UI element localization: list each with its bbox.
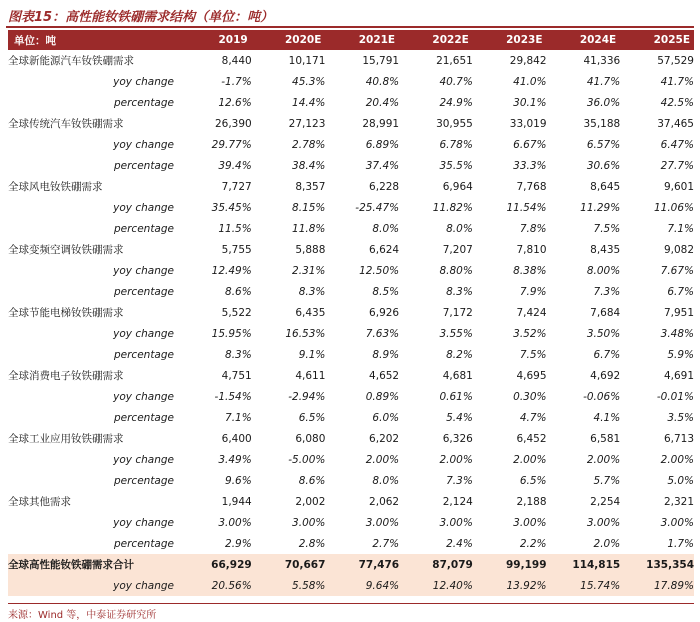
table-cell: 2.00%: [660, 453, 694, 466]
table-row: [8, 155, 694, 176]
table-cell: 6,400: [221, 432, 252, 445]
row-label: 全球传统汽车钕铁硼需求: [8, 118, 124, 130]
row-label: yoy change: [113, 453, 174, 466]
table-cell: 30,955: [436, 117, 473, 130]
table-row: [8, 491, 694, 512]
table-cell: 6.7%: [667, 285, 694, 298]
table-cell: 2,002: [295, 495, 326, 508]
table-row: [8, 512, 694, 533]
table-cell: 35.5%: [439, 159, 473, 172]
row-label: percentage: [113, 474, 174, 487]
table-cell: 2,254: [590, 495, 621, 508]
table-cell: 8.0%: [446, 222, 473, 235]
table-row: [8, 407, 694, 428]
table-cell: 8,435: [590, 243, 621, 256]
table-cell: 0.89%: [365, 390, 400, 403]
table-cell: 87,079: [399, 554, 473, 575]
table-cell: 8.9%: [372, 348, 400, 361]
table-cell: 12.50%: [359, 264, 400, 277]
table-row: [8, 92, 694, 113]
table-cell: 8,357: [295, 180, 326, 193]
table-cell: 8.2%: [446, 348, 473, 361]
table-row: [8, 554, 694, 575]
table-row: [8, 449, 694, 470]
table-cell: 0.61%: [439, 390, 473, 403]
table-cell: 7.3%: [446, 474, 473, 487]
table-cell: 2.0%: [593, 537, 621, 550]
table-row: [8, 113, 694, 134]
table-cell: 77,476: [325, 554, 399, 575]
table-cell: 2,124: [442, 495, 473, 508]
table-row: [8, 134, 694, 155]
table-cell: 11.06%: [653, 201, 694, 214]
table-cell: 3.48%: [660, 327, 694, 340]
table-cell: 6,435: [295, 306, 326, 319]
table-cell: 33.3%: [513, 159, 547, 172]
table-cell: 8,440: [221, 54, 252, 67]
table-cell: 6,624: [369, 243, 400, 256]
table-cell: 8.6%: [298, 474, 326, 487]
table-cell: 6,713: [663, 432, 694, 445]
table-cell: 6,452: [516, 432, 547, 445]
table-cell: 28,991: [362, 117, 400, 130]
table-cell: 5.9%: [667, 348, 694, 361]
row-label: 全球其他需求: [8, 496, 71, 508]
table-cell: 8.00%: [586, 264, 621, 277]
table-cell: 6,964: [442, 180, 473, 193]
row-label: yoy change: [113, 516, 174, 529]
table-cell: 5,522: [221, 306, 252, 319]
table-cell: 7.1%: [225, 411, 252, 424]
table-cell: 2.00%: [439, 453, 473, 466]
table-cell: -1.54%: [214, 390, 252, 403]
source-note: 来源：Wind 等，中泰证券研究所: [8, 610, 157, 621]
table-cell: 11.54%: [506, 201, 547, 214]
table-cell: 42.5%: [660, 96, 694, 109]
table-cell: 13.92%: [473, 575, 547, 596]
table-cell: 39.4%: [218, 159, 252, 172]
table-cell: 3.49%: [218, 453, 252, 466]
table-row: [8, 281, 694, 302]
table-cell: 6.5%: [519, 474, 547, 487]
row-label: yoy change: [113, 75, 174, 88]
table-cell: 37,465: [657, 117, 694, 130]
title-bar: [6, 4, 694, 28]
table-cell: 114,815: [547, 554, 621, 575]
table-row: [8, 323, 694, 344]
table-cell: 3.00%: [292, 516, 326, 529]
year-header: 2022E: [399, 30, 473, 50]
table-cell: 2.7%: [372, 537, 400, 550]
table-cell: 41,336: [583, 54, 621, 67]
table-cell: 5,755: [221, 243, 252, 256]
table-cell: 29,842: [509, 54, 547, 67]
unit-header: 单位：吨: [8, 30, 178, 50]
table-cell: 11.82%: [432, 201, 473, 214]
row-label: 全球消费电子钕铁硼需求: [8, 370, 124, 382]
table-cell: 30.6%: [586, 159, 621, 172]
table-row: [8, 197, 694, 218]
table-cell: 2.9%: [225, 537, 252, 550]
table-cell: 41.7%: [586, 75, 621, 88]
table-cell: 16.53%: [285, 327, 326, 340]
table-cell: 37.4%: [365, 159, 400, 172]
table-cell: 3.00%: [513, 516, 547, 529]
table-row: [8, 428, 694, 449]
table-cell: 4,611: [295, 369, 326, 382]
table-row: [8, 50, 694, 71]
year-header: 2023E: [473, 30, 547, 50]
row-label: yoy change: [113, 264, 174, 277]
table-cell: 6.0%: [372, 411, 400, 424]
row-label: yoy change: [113, 390, 174, 403]
table-cell: 41.0%: [513, 75, 547, 88]
table-cell: 70,667: [252, 554, 326, 575]
table-cell: 15.95%: [211, 327, 252, 340]
table-cell: 7,810: [516, 243, 547, 256]
table-cell: -0.01%: [656, 390, 694, 403]
row-label: 全球新能源汽车钕铁硼需求: [8, 55, 134, 67]
table-cell: 3.55%: [439, 327, 473, 340]
table-cell: 2.31%: [292, 264, 326, 277]
table-cell: 38.4%: [292, 159, 326, 172]
year-header: 2019: [178, 30, 252, 50]
table-cell: 57,529: [657, 54, 694, 67]
table-cell: 4,751: [221, 369, 252, 382]
table-cell: 26,390: [214, 117, 252, 130]
table-cell: 9.6%: [225, 474, 252, 487]
table-cell: 2.00%: [365, 453, 400, 466]
table-cell: 6.67%: [513, 138, 547, 151]
table-row: [8, 71, 694, 92]
row-label: yoy change: [113, 327, 174, 340]
table-cell: 7,768: [516, 180, 547, 193]
table-cell: 7.1%: [667, 222, 694, 235]
table-cell: 35,188: [583, 117, 621, 130]
table-cell: 3.00%: [218, 516, 252, 529]
table-cell: 6,926: [369, 306, 400, 319]
table-row: [8, 365, 694, 386]
table-cell: 12.49%: [211, 264, 252, 277]
table-cell: 14.4%: [292, 96, 326, 109]
table-cell: 33,019: [509, 117, 547, 130]
table-cell: -0.06%: [583, 390, 621, 403]
table-cell: 12.40%: [399, 575, 473, 596]
table-cell: 6.78%: [439, 138, 473, 151]
table-cell: 7.63%: [365, 327, 400, 340]
table-cell: 3.00%: [439, 516, 473, 529]
table-row: [8, 176, 694, 197]
table-cell: 4,652: [369, 369, 400, 382]
table-cell: 11.29%: [580, 201, 621, 214]
table-row: [8, 344, 694, 365]
table-cell: 6,080: [295, 432, 326, 445]
table-cell: 8,645: [590, 180, 621, 193]
table-cell: 20.4%: [365, 96, 400, 109]
table-cell: 7,172: [442, 306, 473, 319]
table-cell: 1,944: [221, 495, 252, 508]
table-row: [8, 533, 694, 554]
table-cell: 8.3%: [446, 285, 473, 298]
table-cell: 5.0%: [667, 474, 694, 487]
table-cell: 21,651: [436, 54, 473, 67]
table-cell: 6.47%: [660, 138, 694, 151]
table-cell: 4,695: [516, 369, 547, 382]
table-cell: 8.38%: [513, 264, 547, 277]
table-cell: 3.00%: [586, 516, 621, 529]
row-label: 全球高性能钕铁硼需求合计: [8, 554, 178, 575]
table-cell: -2.94%: [288, 390, 326, 403]
table-cell: 11.5%: [218, 222, 252, 235]
table-cell: -25.47%: [355, 201, 400, 214]
table-cell: 40.8%: [365, 75, 400, 88]
table-cell: 5.58%: [252, 575, 326, 596]
year-header: 2024E: [547, 30, 621, 50]
table-cell: 29.77%: [211, 138, 252, 151]
table-cell: 12.6%: [218, 96, 252, 109]
table-cell: 3.5%: [667, 411, 694, 424]
table-cell: 8.80%: [439, 264, 473, 277]
table-cell: 5.4%: [446, 411, 473, 424]
table-cell: 8.6%: [225, 285, 252, 298]
table-cell: -5.00%: [288, 453, 326, 466]
table-cell: 8.0%: [372, 474, 400, 487]
table-cell: 2.2%: [519, 537, 547, 550]
table-cell: 7.5%: [519, 348, 547, 361]
table-cell: 8.0%: [372, 222, 400, 235]
table-cell: 2.4%: [446, 537, 473, 550]
table-cell: 135,354: [620, 554, 694, 575]
row-label: yoy change: [113, 138, 174, 151]
table-cell: 7,684: [590, 306, 621, 319]
table-cell: 9.64%: [325, 575, 399, 596]
table-cell: 36.0%: [586, 96, 621, 109]
table-cell: 9,082: [663, 243, 694, 256]
table-cell: 17.89%: [620, 575, 694, 596]
table-cell: 24.9%: [439, 96, 473, 109]
table-cell: 7,727: [221, 180, 252, 193]
row-label: yoy change: [8, 575, 178, 596]
table-cell: 4,681: [442, 369, 473, 382]
table-cell: 27.7%: [660, 159, 694, 172]
table-cell: 8.5%: [372, 285, 400, 298]
row-label: 全球节能电梯钕铁硼需求: [8, 307, 124, 319]
table-cell: 20.56%: [178, 575, 252, 596]
table-cell: 6.7%: [593, 348, 621, 361]
row-label: yoy change: [113, 201, 174, 214]
table-cell: 3.52%: [513, 327, 547, 340]
table-cell: 15,791: [362, 54, 400, 67]
figure-title: 图表15：高性能钕铁硼需求结构（单位：吨）: [8, 10, 274, 25]
table-cell: 1.7%: [667, 537, 694, 550]
table-cell: 30.1%: [513, 96, 547, 109]
table-cell: 6,202: [369, 432, 400, 445]
table-cell: 35.45%: [211, 201, 252, 214]
table-cell: 2,188: [516, 495, 547, 508]
table-cell: 15.74%: [547, 575, 621, 596]
demand-table: [8, 30, 694, 596]
table-cell: 27,123: [288, 117, 326, 130]
table-cell: 6,326: [442, 432, 473, 445]
table-cell: 4.7%: [519, 411, 547, 424]
table-cell: 2.00%: [513, 453, 547, 466]
table-row: [8, 302, 694, 323]
table-row: [8, 470, 694, 491]
table-cell: 3.00%: [365, 516, 400, 529]
table-cell: 7,207: [442, 243, 473, 256]
table-cell: 40.7%: [439, 75, 473, 88]
table-cell: 2.78%: [292, 138, 326, 151]
table-cell: 6,581: [590, 432, 621, 445]
table-cell: 6.57%: [586, 138, 621, 151]
table-cell: 8.15%: [292, 201, 326, 214]
year-header: 2021E: [325, 30, 399, 50]
table-cell: 7.5%: [593, 222, 621, 235]
table-cell: 11.8%: [292, 222, 326, 235]
table-cell: 4.1%: [593, 411, 621, 424]
row-label: percentage: [113, 537, 174, 550]
table-cell: 5,888: [295, 243, 326, 256]
header-row: [8, 30, 694, 50]
table-cell: 7.9%: [519, 285, 547, 298]
table-cell: 5.7%: [593, 474, 621, 487]
table-row: [8, 218, 694, 239]
table-cell: 7.8%: [519, 222, 547, 235]
table-row: [8, 575, 694, 596]
table-cell: 8.3%: [298, 285, 326, 298]
table-cell: 7,951: [663, 306, 694, 319]
row-label: percentage: [113, 411, 174, 424]
year-header: 2020E: [252, 30, 326, 50]
year-header: 2025E: [620, 30, 694, 50]
table-cell: 7,424: [516, 306, 547, 319]
table-cell: -1.7%: [221, 75, 252, 88]
table-cell: 41.7%: [660, 75, 694, 88]
row-label: 全球风电钕铁硼需求: [8, 181, 103, 193]
table-cell: 2,062: [369, 495, 400, 508]
table-cell: 6.5%: [298, 411, 326, 424]
table-cell: 9.1%: [298, 348, 326, 361]
table-cell: 3.00%: [660, 516, 694, 529]
table-row: [8, 260, 694, 281]
table-cell: 66,929: [178, 554, 252, 575]
table-cell: 2.00%: [586, 453, 621, 466]
row-label: percentage: [113, 222, 174, 235]
table-cell: 45.3%: [292, 75, 326, 88]
table-row: [8, 239, 694, 260]
table-cell: 7.3%: [593, 285, 621, 298]
table-cell: 3.50%: [586, 327, 621, 340]
table-cell: 99,199: [473, 554, 547, 575]
table-cell: 2,321: [663, 495, 694, 508]
row-label: percentage: [113, 285, 174, 298]
table-cell: 4,692: [590, 369, 621, 382]
row-label: 全球变频空调钕铁硼需求: [8, 244, 124, 256]
table-body: [8, 50, 694, 596]
row-label: percentage: [113, 159, 174, 172]
table-cell: 9,601: [663, 180, 694, 193]
row-label: percentage: [113, 96, 174, 109]
table-cell: 2.8%: [298, 537, 326, 550]
table-cell: 7.67%: [660, 264, 694, 277]
row-label: percentage: [113, 348, 174, 361]
table-row: [8, 386, 694, 407]
table-cell: 6,228: [369, 180, 400, 193]
table-cell: 4,691: [663, 369, 694, 382]
table-cell: 0.30%: [513, 390, 547, 403]
row-label: 全球工业应用钕铁硼需求: [8, 433, 124, 445]
table-cell: 6.89%: [365, 138, 400, 151]
table-cell: 8.3%: [225, 348, 252, 361]
table-cell: 10,171: [288, 54, 326, 67]
bottom-divider: [8, 603, 694, 604]
